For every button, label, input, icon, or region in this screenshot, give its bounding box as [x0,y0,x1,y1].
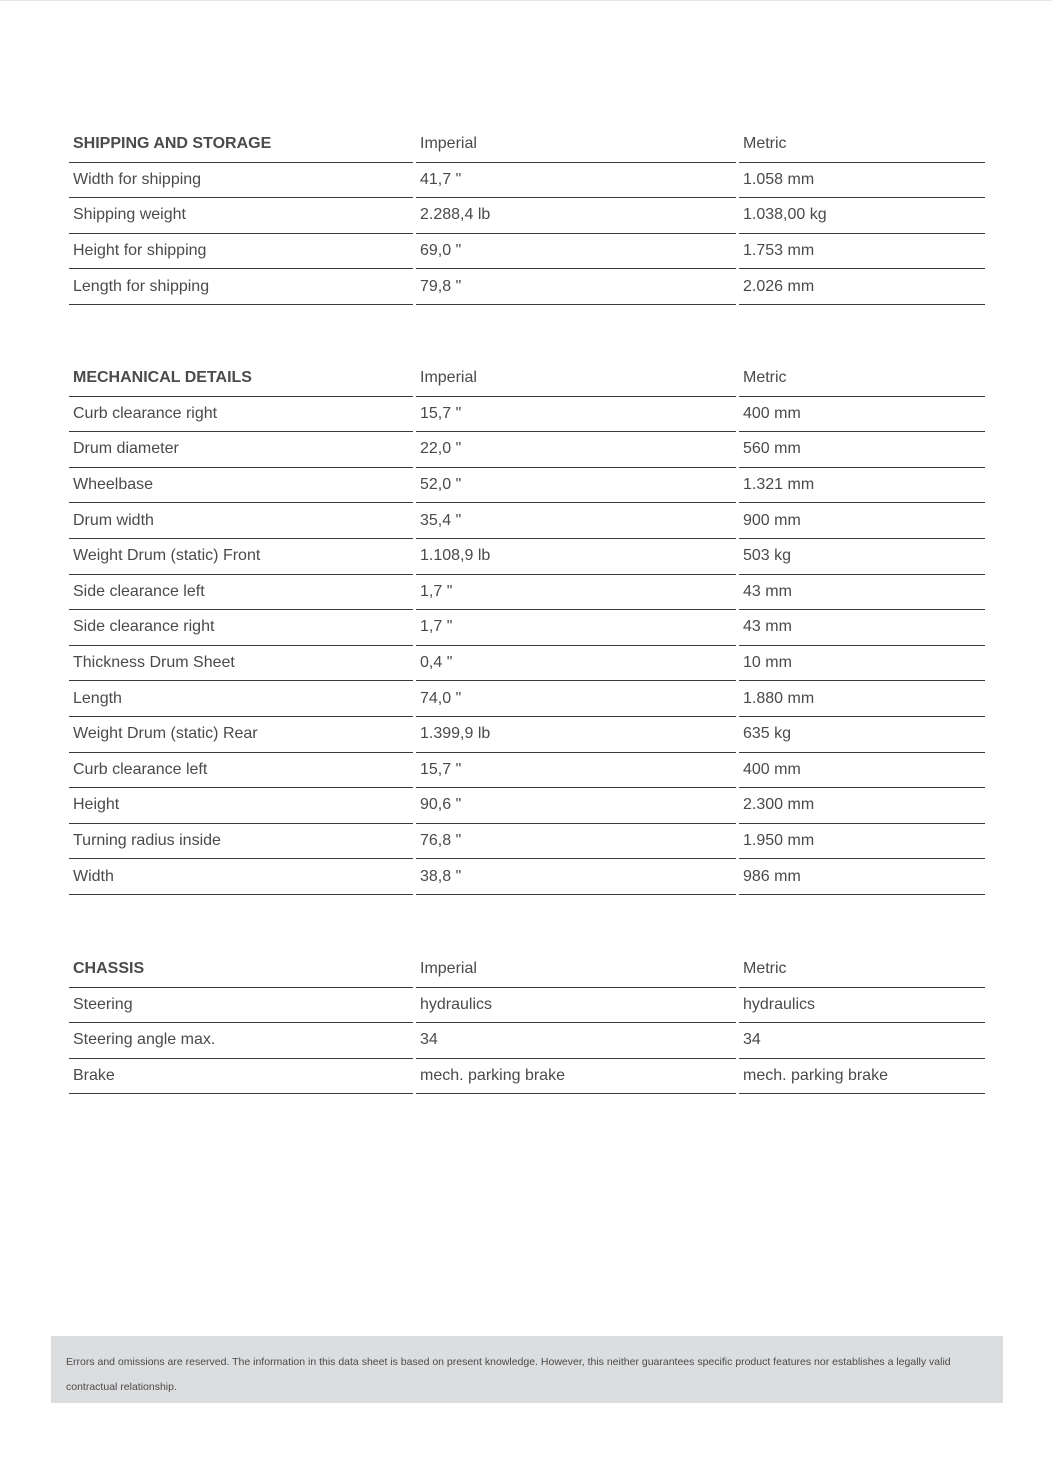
column-header-imperial: Imperial [416,361,736,397]
table-row [69,824,985,860]
table-row [69,269,985,305]
table-row [69,610,985,646]
spec-value-imperial: 0,4 " [416,646,736,682]
table-header-row [69,952,985,988]
spec-label: Weight Drum (static) Front [69,539,413,575]
table-row [69,198,985,234]
spec-value-metric: mech. parking brake [739,1059,985,1095]
table-row [69,1023,985,1059]
spec-value-imperial: 1.108,9 lb [416,539,736,575]
table-row [69,163,985,199]
column-header-metric: Metric [739,361,985,397]
column-header-imperial: Imperial [416,952,736,988]
spec-value-metric: 400 mm [739,753,985,789]
table-row [69,646,985,682]
chassis-table [69,952,985,1094]
section-title: SHIPPING AND STORAGE [69,127,413,163]
spec-value-imperial: 2.288,4 lb [416,198,736,234]
column-header-metric: Metric [739,952,985,988]
disclaimer-text: Errors and omissions are reserved. The information in this data sheet is based on present knowledge. However, this neither guarantees specific product features nor establishes a legally valid contractual relationship. [66,1356,951,1393]
column-header-imperial: Imperial [416,127,736,163]
table-row [69,988,985,1024]
table-row [69,234,985,270]
table-row [69,432,985,468]
spec-value-imperial: 69,0 " [416,234,736,270]
table-row [69,468,985,504]
spec-label: Wheelbase [69,468,413,504]
section-title: CHASSIS [69,952,413,988]
spec-value-imperial: 90,6 " [416,788,736,824]
spec-value-metric: 43 mm [739,575,985,611]
spec-label: Width for shipping [69,163,413,199]
spec-value-metric: 34 [739,1023,985,1059]
spec-value-metric: 1.038,00 kg [739,198,985,234]
spec-label: Drum width [69,503,413,539]
table-row [69,859,985,895]
table-row [69,503,985,539]
spec-label: Height for shipping [69,234,413,270]
shipping-storage-table [69,127,985,305]
table-row [69,753,985,789]
spec-value-metric: 1.950 mm [739,824,985,860]
spec-label: Thickness Drum Sheet [69,646,413,682]
table-row [69,397,985,433]
spec-value-metric: 560 mm [739,432,985,468]
spec-value-imperial: 1,7 " [416,575,736,611]
table-header-row [69,127,985,163]
spec-label: Curb clearance right [69,397,413,433]
spec-label: Steering [69,988,413,1024]
spec-label: Length for shipping [69,269,413,305]
spec-value-imperial: 41,7 " [416,163,736,199]
spec-value-metric: 2.300 mm [739,788,985,824]
spec-label: Curb clearance left [69,753,413,789]
spec-label: Brake [69,1059,413,1095]
spec-value-imperial: 15,7 " [416,397,736,433]
spec-value-imperial: 74,0 " [416,681,736,717]
spec-value-metric: 900 mm [739,503,985,539]
spec-value-metric: 2.026 mm [739,269,985,305]
spec-label: Weight Drum (static) Rear [69,717,413,753]
spec-label: Height [69,788,413,824]
spec-label: Shipping weight [69,198,413,234]
spec-value-imperial: 35,4 " [416,503,736,539]
spec-label: Steering angle max. [69,1023,413,1059]
spec-value-metric: 986 mm [739,859,985,895]
table-row [69,788,985,824]
section-title: MECHANICAL DETAILS [69,361,413,397]
column-header-metric: Metric [739,127,985,163]
spec-value-imperial: 1.399,9 lb [416,717,736,753]
spec-value-metric: 1.880 mm [739,681,985,717]
spec-value-imperial: 34 [416,1023,736,1059]
spec-value-metric: 400 mm [739,397,985,433]
spec-value-metric: 503 kg [739,539,985,575]
spec-value-imperial: 22,0 " [416,432,736,468]
spec-value-imperial: 79,8 " [416,269,736,305]
spec-value-imperial: hydraulics [416,988,736,1024]
spec-value-imperial: 1,7 " [416,610,736,646]
table-row [69,575,985,611]
spec-label: Turning radius inside [69,824,413,860]
spec-value-metric: hydraulics [739,988,985,1024]
spec-value-imperial: 52,0 " [416,468,736,504]
spec-value-metric: 43 mm [739,610,985,646]
table-header-row [69,361,985,397]
spec-value-imperial: 15,7 " [416,753,736,789]
spec-value-imperial: 38,8 " [416,859,736,895]
spec-label: Side clearance left [69,575,413,611]
spec-label: Length [69,681,413,717]
top-divider [0,0,1052,1]
disclaimer-box [51,1336,1003,1403]
mechanical-details-table [69,361,985,895]
table-row [69,681,985,717]
spec-value-metric: 1.753 mm [739,234,985,270]
table-row [69,539,985,575]
spec-value-metric: 10 mm [739,646,985,682]
spec-value-imperial: mech. parking brake [416,1059,736,1095]
spec-label: Side clearance right [69,610,413,646]
table-row [69,717,985,753]
table-row [69,1059,985,1095]
spec-value-metric: 1.321 mm [739,468,985,504]
spec-label: Drum diameter [69,432,413,468]
spec-label: Width [69,859,413,895]
spec-value-imperial: 76,8 " [416,824,736,860]
spec-value-metric: 1.058 mm [739,163,985,199]
spec-value-metric: 635 kg [739,717,985,753]
